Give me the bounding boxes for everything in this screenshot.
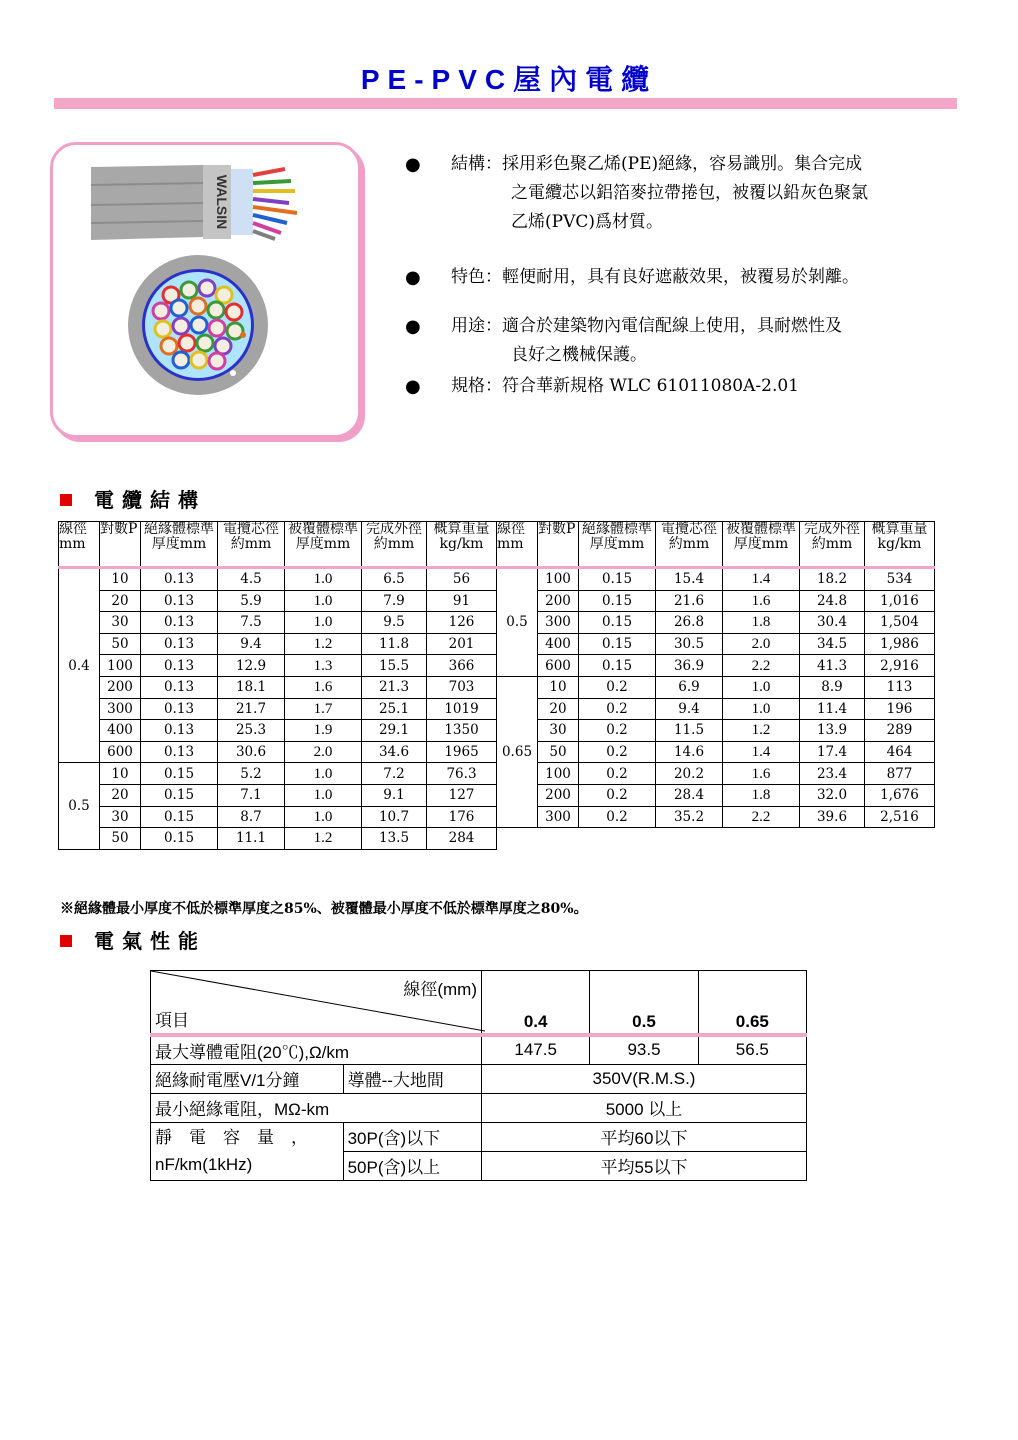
spec-cell: 26.8 <box>656 612 723 634</box>
col-header-05: 0.5 <box>590 971 698 1035</box>
feature-spec: ● 規格：符合華新規格 WLC 61011080A-2.01 <box>405 372 965 401</box>
spec-cell: 1.6 <box>285 676 362 698</box>
row-label-resistance: 最大導體電阻(20℃),Ω/km <box>151 1035 482 1065</box>
spec-cell: 1.8 <box>723 612 800 634</box>
corner-top-label: 線徑(mm) <box>403 980 477 999</box>
spec-header: 線徑mm <box>59 522 100 568</box>
spec-cell: 113 <box>865 676 935 698</box>
spec-cell: 20.2 <box>656 763 723 785</box>
spec-cell: 1.0 <box>285 612 362 634</box>
spec-cell: 1.7 <box>285 698 362 720</box>
spec-header: 電攬芯徑約mm <box>656 522 723 568</box>
spec-cell: 0.2 <box>579 784 656 806</box>
voltage-sub: 導體--大地間 <box>343 1064 481 1093</box>
spec-cell: 2.0 <box>723 633 800 655</box>
spec-cell: 600 <box>100 741 141 763</box>
spec-cell: 0.13 <box>141 676 218 698</box>
spec-cell: 15.5 <box>362 655 427 677</box>
spec-cell: 28.4 <box>656 784 723 806</box>
spec-cell: 6.5 <box>362 568 427 591</box>
col-header-065: 0.65 <box>698 971 806 1035</box>
spec-cell: 2.2 <box>723 806 800 828</box>
bullet-icon: ● <box>405 376 421 397</box>
page-title: PE-PVC屋內電纜 <box>360 64 658 95</box>
spec-cell: 2.2 <box>723 655 800 677</box>
square-bullet-icon <box>60 935 72 947</box>
feature-usage: ● 用途：適合於建築物內電信配線上使用，具耐燃性及 良好之機械保護。 <box>405 312 965 370</box>
spec-cell: 32.0 <box>800 784 865 806</box>
spec-cell: 21.6 <box>656 590 723 612</box>
spec-cell: 11.8 <box>362 633 427 655</box>
spec-cell: 0.2 <box>579 763 656 785</box>
spec-cell: 34.6 <box>362 741 427 763</box>
spec-cell: 126 <box>427 612 497 634</box>
spec-cell: 176 <box>427 806 497 828</box>
spec-header: 對數P <box>100 522 141 568</box>
spec-cell: 1.8 <box>723 784 800 806</box>
section-heading-structure: 電纜結構 <box>60 484 206 513</box>
cable-structure-table <box>58 521 935 850</box>
feature-characteristics: ● 特色：輕便耐用，具有良好遮蔽效果，被覆易於剝離。 <box>405 263 965 292</box>
spec-cell: 400 <box>538 633 579 655</box>
spec-cell: 30 <box>100 612 141 634</box>
spec-cell: 0.13 <box>141 568 218 591</box>
insulation-value: 5000 以上 <box>482 1093 807 1122</box>
spec-cell: 1.6 <box>723 590 800 612</box>
product-photo-frame <box>50 142 361 438</box>
capacitance-value-30p: 平均60以下 <box>482 1122 807 1151</box>
spec-cell: 2,516 <box>865 806 935 828</box>
spec-cell: 1.4 <box>723 568 800 591</box>
spec-cell: 39.6 <box>800 806 865 828</box>
empty-cell <box>800 828 865 850</box>
spec-cell: 0.15 <box>579 590 656 612</box>
spec-cell: 18.2 <box>800 568 865 591</box>
spec-cell: 1.0 <box>723 676 800 698</box>
spec-cell: 2.0 <box>285 741 362 763</box>
spec-cell: 41.3 <box>800 655 865 677</box>
spec-cell: 0.15 <box>579 612 656 634</box>
spec-cell: 534 <box>865 568 935 591</box>
spec-cell: 15.4 <box>656 568 723 591</box>
spec-cell: 127 <box>427 784 497 806</box>
spec-cell: 1.0 <box>285 568 362 591</box>
spec-cell: 0.15 <box>141 828 218 850</box>
spec-cell: 29.1 <box>362 720 427 742</box>
spec-cell: 0.2 <box>579 720 656 742</box>
spec-cell: 17.4 <box>800 741 865 763</box>
spec-cell: 30 <box>538 720 579 742</box>
diameter-cell: 0.65 <box>497 676 538 827</box>
spec-cell: 1.6 <box>723 763 800 785</box>
spec-cell: 10 <box>100 763 141 785</box>
spec-cell: 12.9 <box>218 655 285 677</box>
section-heading-electrical: 電氣性能 <box>60 925 206 954</box>
spec-cell: 1.9 <box>285 720 362 742</box>
spec-cell: 703 <box>427 676 497 698</box>
spec-cell: 0.15 <box>141 763 218 785</box>
spec-cell: 300 <box>538 612 579 634</box>
spec-cell: 50 <box>538 741 579 763</box>
spec-cell: 600 <box>538 655 579 677</box>
spec-cell: 0.2 <box>579 806 656 828</box>
corner-header <box>151 971 482 1035</box>
spec-cell: 1.0 <box>285 590 362 612</box>
diameter-cell: 0.4 <box>59 568 100 763</box>
spec-header: 被覆體標準厚度mm <box>285 522 362 568</box>
spec-cell: 10 <box>538 676 579 698</box>
empty-cell <box>538 828 579 850</box>
capacitance-value-50p: 平均55以下 <box>482 1151 807 1180</box>
spec-cell: 5.9 <box>218 590 285 612</box>
thickness-note: ※絕緣體最小厚度不低於標準厚度之85%、被覆體最小厚度不低於標準厚度之80%。 <box>60 901 588 917</box>
feature-list <box>405 150 965 415</box>
bullet-icon: ● <box>405 316 421 337</box>
spec-cell: 1.0 <box>285 763 362 785</box>
spec-header: 線徑mm <box>497 522 538 568</box>
spec-header: 電攬芯徑約mm <box>218 522 285 568</box>
spec-cell: 34.5 <box>800 633 865 655</box>
spec-cell: 1.2 <box>723 720 800 742</box>
title-underline <box>54 98 957 109</box>
spec-cell: 7.9 <box>362 590 427 612</box>
spec-cell: 1.0 <box>285 784 362 806</box>
spec-header: 完成外徑約mm <box>800 522 865 568</box>
spec-cell: 14.6 <box>656 741 723 763</box>
spec-cell: 18.1 <box>218 676 285 698</box>
spec-header: 對數P <box>538 522 579 568</box>
empty-cell <box>497 828 538 850</box>
spec-cell: 0.13 <box>141 612 218 634</box>
spec-cell: 0.15 <box>579 633 656 655</box>
spec-cell: 289 <box>865 720 935 742</box>
spec-cell: 1.2 <box>285 828 362 850</box>
spec-cell: 21.7 <box>218 698 285 720</box>
spec-header: 概算重量kg/km <box>427 522 497 568</box>
spec-cell: 200 <box>538 784 579 806</box>
spec-cell: 7.5 <box>218 612 285 634</box>
spec-cell: 13.5 <box>362 828 427 850</box>
spec-cell: 400 <box>100 720 141 742</box>
spec-cell: 284 <box>427 828 497 850</box>
empty-cell <box>656 828 723 850</box>
spec-header: 概算重量kg/km <box>865 522 935 568</box>
spec-cell: 200 <box>538 590 579 612</box>
spec-cell: 30 <box>100 806 141 828</box>
spec-cell: 11.5 <box>656 720 723 742</box>
spec-cell: 36.9 <box>656 655 723 677</box>
spec-cell: 200 <box>100 676 141 698</box>
spec-cell: 100 <box>100 655 141 677</box>
empty-cell <box>723 828 800 850</box>
spec-cell: 5.2 <box>218 763 285 785</box>
spec-cell: 0.13 <box>141 698 218 720</box>
spec-cell: 20 <box>100 590 141 612</box>
corner-bottom-label: 項目 <box>155 1010 189 1030</box>
spec-cell: 0.13 <box>141 741 218 763</box>
resistance-065: 56.5 <box>698 1035 806 1065</box>
spec-header: 絕緣體標準厚度mm <box>579 522 656 568</box>
row-label-insulation: 最小絕緣電阻，MΩ-km <box>151 1093 482 1122</box>
spec-cell: 1965 <box>427 741 497 763</box>
spec-cell: 35.2 <box>656 806 723 828</box>
empty-cell <box>579 828 656 850</box>
spec-cell: 1,016 <box>865 590 935 612</box>
row-label-capacitance: 靜 電 容 量 ， nF/km(1kHz) <box>151 1122 344 1180</box>
spec-cell: 1.3 <box>285 655 362 677</box>
spec-cell: 10.7 <box>362 806 427 828</box>
spec-cell: 76.3 <box>427 763 497 785</box>
spec-cell: 0.2 <box>579 741 656 763</box>
bullet-icon: ● <box>405 154 421 175</box>
table-row <box>59 828 935 850</box>
spec-cell: 25.1 <box>362 698 427 720</box>
spec-cell: 1350 <box>427 720 497 742</box>
table-row <box>59 676 935 698</box>
spec-cell: 13.9 <box>800 720 865 742</box>
spec-cell: 0.13 <box>141 720 218 742</box>
spec-cell: 0.13 <box>141 633 218 655</box>
col-header-04: 0.4 <box>482 971 590 1035</box>
spec-cell: 196 <box>865 698 935 720</box>
spec-cell: 91 <box>427 590 497 612</box>
spec-cell: 11.4 <box>800 698 865 720</box>
spec-cell: 464 <box>865 741 935 763</box>
spec-cell: 100 <box>538 763 579 785</box>
spec-cell: 20 <box>538 698 579 720</box>
spec-cell: 1.4 <box>723 741 800 763</box>
spec-cell: 100 <box>538 568 579 591</box>
capacitance-sub-50p: 50P(含)以上 <box>343 1151 481 1180</box>
spec-cell: 8.7 <box>218 806 285 828</box>
spec-cell: 11.1 <box>218 828 285 850</box>
resistance-05: 93.5 <box>590 1035 698 1065</box>
spec-cell: 7.1 <box>218 784 285 806</box>
cable-illustration <box>53 145 358 435</box>
spec-cell: 0.2 <box>579 676 656 698</box>
spec-cell: 21.3 <box>362 676 427 698</box>
spec-cell: 0.13 <box>141 590 218 612</box>
spec-cell: 6.9 <box>656 676 723 698</box>
electrical-performance-table <box>150 970 807 1181</box>
spec-cell: 1019 <box>427 698 497 720</box>
spec-cell: 20 <box>100 784 141 806</box>
spec-cell: 4.5 <box>218 568 285 591</box>
spec-cell: 1,504 <box>865 612 935 634</box>
square-bullet-icon <box>60 494 72 506</box>
spec-cell: 0.15 <box>141 784 218 806</box>
spec-cell: 50 <box>100 633 141 655</box>
spec-cell: 1.0 <box>285 806 362 828</box>
spec-cell: 9.1 <box>362 784 427 806</box>
diameter-cell: 0.5 <box>59 763 100 849</box>
empty-cell <box>865 828 935 850</box>
spec-cell: 30.6 <box>218 741 285 763</box>
voltage-value: 350V(R.M.S.) <box>482 1064 807 1093</box>
spec-cell: 9.5 <box>362 612 427 634</box>
spec-cell: 30.4 <box>800 612 865 634</box>
feature-structure: ● 結構：採用彩色聚乙烯(PE)絕緣，容易識別。集合完成 之電纜芯以鋁箔麥拉帶捲包，被覆以鉛灰色聚氯 乙烯(PVC)爲材質。 <box>405 150 965 237</box>
diameter-cell: 0.5 <box>497 568 538 677</box>
spec-cell: 25.3 <box>218 720 285 742</box>
spec-cell: 56 <box>427 568 497 591</box>
row-label-voltage: 絕緣耐電壓V/1分鐘 <box>151 1064 344 1093</box>
spec-cell: 1.0 <box>723 698 800 720</box>
spec-cell: 0.15 <box>579 655 656 677</box>
spec-cell: 300 <box>538 806 579 828</box>
spec-cell: 366 <box>427 655 497 677</box>
spec-header: 絕緣體標準厚度mm <box>141 522 218 568</box>
spec-cell: 24.8 <box>800 590 865 612</box>
cable-brand-label: WALSIN <box>214 174 230 230</box>
table-row <box>59 568 935 591</box>
spec-cell: 1,676 <box>865 784 935 806</box>
spec-cell: 1,986 <box>865 633 935 655</box>
spec-cell: 30.5 <box>656 633 723 655</box>
spec-cell: 8.9 <box>800 676 865 698</box>
resistance-04: 147.5 <box>482 1035 590 1065</box>
spec-cell: 300 <box>100 698 141 720</box>
spec-cell: 201 <box>427 633 497 655</box>
bullet-icon: ● <box>405 267 421 288</box>
spec-cell: 877 <box>865 763 935 785</box>
spec-header: 完成外徑約mm <box>362 522 427 568</box>
spec-header: 被覆體標準厚度mm <box>723 522 800 568</box>
spec-cell: 0.15 <box>141 806 218 828</box>
spec-cell: 9.4 <box>218 633 285 655</box>
spec-cell: 7.2 <box>362 763 427 785</box>
spec-cell: 23.4 <box>800 763 865 785</box>
capacitance-sub-30p: 30P(含)以下 <box>343 1122 481 1151</box>
spec-cell: 0.2 <box>579 698 656 720</box>
spec-cell: 50 <box>100 828 141 850</box>
spec-cell: 10 <box>100 568 141 591</box>
spec-cell: 0.13 <box>141 655 218 677</box>
spec-cell: 1.2 <box>285 633 362 655</box>
spec-cell: 9.4 <box>656 698 723 720</box>
spec-cell: 2,916 <box>865 655 935 677</box>
spec-cell: 0.15 <box>579 568 656 591</box>
